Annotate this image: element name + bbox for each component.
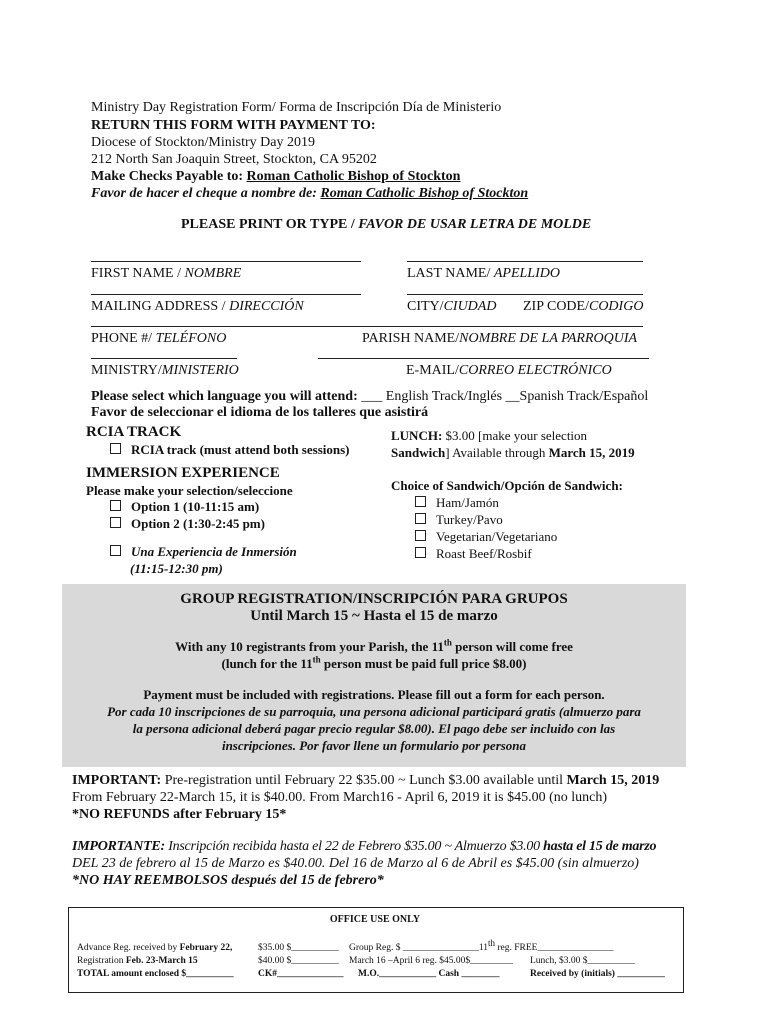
last-name-label: LAST NAME/ APELLIDO xyxy=(407,266,560,281)
office-total-enclosed: TOTAL amount enclosed $__________ xyxy=(77,969,234,979)
immersion-option-3-time: (11:15-12:30 pm) xyxy=(130,561,223,576)
group-title: GROUP REGISTRATION/INSCRIPCIÓN PARA GRUPOS xyxy=(180,591,568,607)
office-title: OFFICE USE ONLY xyxy=(329,914,421,925)
print-instruction xyxy=(181,216,591,233)
sandwich-option-roast-beef[interactable]: Roast Beef/Rosbif xyxy=(415,546,532,562)
sandwich-option-vegetarian[interactable]: Vegetarian/Vegetariano xyxy=(415,529,557,545)
mailing-address-line[interactable] xyxy=(91,294,361,295)
print-en: PLEASE PRINT OR TYPE / xyxy=(181,217,359,232)
office-fee-35: $35.00 $__________ xyxy=(258,943,339,953)
office-group-reg: Group Reg. $ ________________11th reg. FREE________________ xyxy=(349,937,614,953)
parish-label: PARISH NAME/NOMBRE DE LA PARROQUIA xyxy=(362,331,638,346)
option-1-checkbox[interactable] xyxy=(110,500,121,511)
favor-payable xyxy=(91,185,528,202)
first-name-label: FIRST NAME / NOMBRE xyxy=(91,266,242,281)
office-fee-40: $40.00 $__________ xyxy=(258,956,339,966)
sandwich-choice-heading: Choice of Sandwich/Opción de Sandwich: xyxy=(391,478,623,493)
last-name-line[interactable] xyxy=(407,261,643,262)
first-name-line[interactable] xyxy=(91,261,361,262)
rcia-option[interactable]: RCIA track (must attend both sessions) xyxy=(110,442,350,458)
checks-label: Make Checks Payable to: xyxy=(91,169,247,184)
favor-label: Favor de hacer el cheque a nombre de: xyxy=(91,186,321,201)
immersion-option-2[interactable]: Option 2 (1:30-2:45 pm) xyxy=(110,516,265,532)
group-lunch-line: (lunch for the 11th person must be paid full price $8.00) xyxy=(221,654,527,671)
important-line-1: IMPORTANT: Pre-registration until February 22 $35.00 ~ Lunch $3.00 available until March 15, 2019 xyxy=(72,773,660,788)
no-reembolsos: *NO HAY REEMBOLSOS después del 15 de febrero* xyxy=(72,873,384,888)
group-es-line-3: inscripciones. Por favor llene un formulario por persona xyxy=(221,738,527,753)
address-line-1: Diocese of Stockton/Ministry Day 2019 xyxy=(91,135,315,150)
office-mo-cash: M.O.____________ Cash ________ xyxy=(358,969,500,979)
form-title: Ministry Day Registration Form/ Forma de Inscripción Día de Ministerio xyxy=(91,100,502,115)
checks-payee: Roman Catholic Bishop of Stockton xyxy=(246,169,461,184)
office-check-number: CK#______________ xyxy=(258,969,344,979)
immersion-option-3[interactable]: Una Experiencia de Inmersión xyxy=(110,544,297,560)
zip-label: ZIP CODE/CODIGO xyxy=(523,299,644,314)
city-zip-line[interactable] xyxy=(407,294,643,295)
phone-label: PHONE #/ TELÉFONO xyxy=(91,331,227,346)
language-select[interactable]: Please select which language you will attend: ___ English Track/Inglés __Spanish Track/Español xyxy=(91,389,649,404)
importante-line-2: DEL 23 de febrero al 15 de Marzo es $40.00. Del 16 de Marzo al 6 de Abril es $45.00 (sin almuerzo) xyxy=(72,856,639,871)
group-free-line: With any 10 registrants from your Parish, the 11th person will come free xyxy=(175,637,573,654)
address-line-2: 212 North San Joaquin Street, Stockton, CA 95202 xyxy=(91,152,377,167)
checks-payable xyxy=(91,168,460,185)
immersion-option-1[interactable]: Option 1 (10-11:15 am) xyxy=(110,499,259,515)
no-refunds: *NO REFUNDS after February 15* xyxy=(72,807,287,822)
return-label: RETURN THIS FORM WITH PAYMENT TO: xyxy=(91,118,376,133)
email-label: E-MAIL/CORREO ELECTRÓNICO xyxy=(406,363,612,378)
mailing-address-label: MAILING ADDRESS / DIRECCIÓN xyxy=(91,299,304,314)
lunch-line-2: Sandwich] Available through March 15, 2019 xyxy=(391,445,635,460)
important-line-2: From February 22-March 15, it is $40.00. From March16 - April 6, 2019 it is $45.00 (no lunch) xyxy=(72,790,608,805)
ministry-label: MINISTRY/MINISTERIO xyxy=(91,363,239,378)
sandwich-option-ham[interactable]: Ham/Jamón xyxy=(415,495,499,511)
favor-payee: Roman Catholic Bishop of Stockton xyxy=(320,186,529,201)
option-2-checkbox[interactable] xyxy=(110,517,121,528)
city-label: CITY/CIUDAD xyxy=(407,299,497,314)
immersion-heading: IMMERSION EXPERIENCE xyxy=(86,465,280,481)
office-advance-reg: Advance Reg. received by February 22, xyxy=(77,943,233,953)
option-3-checkbox[interactable] xyxy=(110,545,121,556)
print-es: FAVOR DE USAR LETRA DE MOLDE xyxy=(358,217,592,232)
ministry-line[interactable] xyxy=(91,358,237,359)
rcia-checkbox[interactable] xyxy=(110,443,121,454)
office-registration-period: Registration Feb. 23-March 15 xyxy=(77,956,198,966)
lunch-line-1: LUNCH: $3.00 [make your selection xyxy=(391,428,588,443)
group-subtitle: Until March 15 ~ Hasta el 15 de marzo xyxy=(250,608,498,624)
language-select-es: Favor de seleccionar el idioma de los talleres que asistirá xyxy=(91,405,429,420)
sandwich-option-turkey[interactable]: Turkey/Pavo xyxy=(415,512,503,528)
immersion-prompt: Please make your selection/seleccione xyxy=(86,483,293,498)
group-es-line-2: la persona adicional deberá pagar precio regular $8.00). El pago debe ser incluido con las xyxy=(132,721,616,736)
phone-parish-line[interactable] xyxy=(91,326,643,327)
email-line[interactable] xyxy=(318,358,649,359)
group-es-line-1: Por cada 10 inscripciones de su parroquia, una persona adicional participará gratis (almuerzo para xyxy=(107,704,641,719)
office-received-by: Received by (initials) __________ xyxy=(530,969,665,979)
office-late-reg: March 16 –April 6 reg. $45.00$_________ xyxy=(349,956,513,966)
group-payment-note: Payment must be included with registrations. Please fill out a form for each person. xyxy=(143,687,605,702)
office-lunch-fee: Lunch, $3.00 $__________ xyxy=(530,956,636,966)
importante-line-1: IMPORTANTE: Inscripción recibida hasta el 22 de Febrero $35.00 ~ Almuerzo $3.00 hasta el 15 de marzo xyxy=(72,839,657,854)
rcia-heading: RCIA TRACK xyxy=(86,424,182,440)
